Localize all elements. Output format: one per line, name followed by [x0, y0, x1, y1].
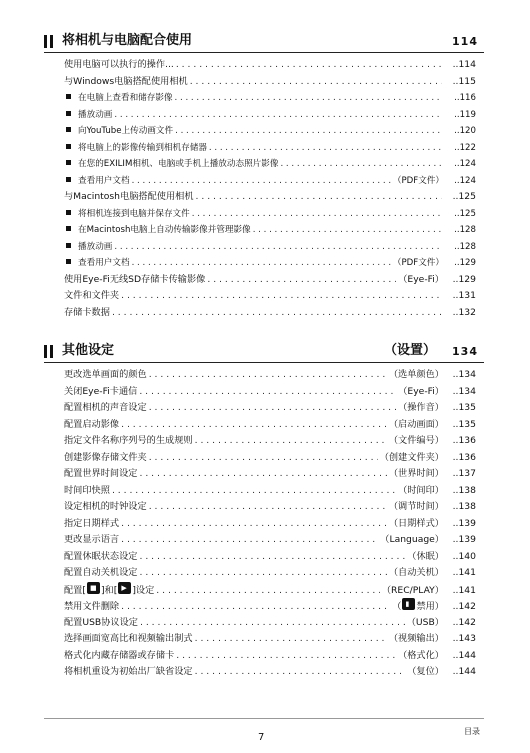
- entry-page: ..144: [452, 649, 476, 661]
- entry-page: ..125: [452, 191, 476, 202]
- toc-list-computer: [64, 57, 476, 321]
- toc-entry[interactable]: [64, 483, 476, 500]
- entry-note: （USB）: [406, 616, 444, 628]
- entry-label: 使用电脑可以执行的操作...: [64, 59, 174, 70]
- entry-page: ..144: [452, 666, 476, 677]
- entry-note-part: （: [392, 601, 402, 612]
- entry-label: 播放动画: [78, 109, 113, 120]
- entry-page: ..115: [452, 75, 476, 87]
- entry-page: ..114: [452, 59, 476, 70]
- section-title: 其他设定: [62, 343, 115, 358]
- entry-note: （格式化）: [398, 649, 444, 661]
- entry-label-part: 配置[: [64, 584, 86, 596]
- entry-page: ..139: [452, 517, 476, 529]
- dot-leader: [121, 516, 387, 533]
- footer-toc-link[interactable]: 目录: [464, 727, 480, 736]
- entry-note: （Eye-Fi）: [398, 385, 444, 397]
- entry-label: 更改显示语言: [64, 534, 120, 545]
- toc-entry[interactable]: [64, 400, 476, 417]
- entry-label-part: ]和[: [100, 584, 118, 596]
- toc-entry[interactable]: [64, 305, 476, 322]
- toc-entry[interactable]: [64, 648, 476, 665]
- toc-entry[interactable]: [64, 189, 476, 206]
- bullet-icon: [66, 210, 71, 215]
- section-page: 134: [452, 345, 478, 358]
- entry-label: 更改选单画面的颜色: [64, 369, 147, 380]
- entry-note: （Eye-Fi）: [398, 273, 444, 285]
- entry-label: 在电脑上查看和储存影像: [78, 93, 173, 103]
- dot-leader: [280, 156, 442, 173]
- entry-note: （选单颜色）: [388, 369, 444, 380]
- entry-note: （复位）: [407, 666, 444, 677]
- entry-page: ..134: [452, 369, 476, 380]
- entry-label: 查看用户文档: [78, 175, 130, 186]
- entry-label: 将电脑上的影像传输到相机存储器: [78, 142, 207, 153]
- entry-page: ..134: [452, 385, 476, 397]
- entry-page: ..122: [454, 142, 476, 153]
- dot-leader: [140, 615, 405, 632]
- section-marker-icon: [50, 345, 53, 358]
- entry-label: [64, 582, 154, 599]
- dot-leader: [156, 583, 380, 599]
- dot-leader: [192, 206, 442, 223]
- dot-leader: [253, 222, 442, 239]
- toc-entry[interactable]: [64, 123, 476, 140]
- entry-label: 选择画面宽高比和视频输出制式: [64, 633, 193, 644]
- entry-label: 配置USB协议设定: [64, 616, 138, 628]
- toc-entry[interactable]: [64, 532, 476, 549]
- entry-page: ..132: [452, 306, 476, 318]
- dot-leader: [196, 189, 442, 206]
- entry-label: 禁用文件删除: [64, 601, 120, 612]
- dot-leader: [149, 400, 396, 417]
- entry-note: （视频输出）: [388, 633, 444, 644]
- dot-leader: [176, 648, 396, 665]
- bullet-icon: [66, 226, 71, 231]
- dot-leader: [114, 107, 442, 124]
- entry-label: 创建影像存储文件夹: [64, 451, 147, 463]
- entry-page: ..135: [452, 402, 476, 413]
- toc-entry[interactable]: [64, 582, 476, 599]
- entry-label: 配置相机的声音设定: [64, 402, 147, 413]
- toc-list-settings: [64, 367, 476, 681]
- toc-entry[interactable]: [64, 57, 476, 74]
- entry-page: ..141: [452, 584, 476, 596]
- section-subtitle: （设置）: [383, 343, 436, 358]
- entry-note: （Language）: [380, 534, 444, 545]
- camera-icon: ■: [87, 582, 100, 594]
- toc-entry[interactable]: [64, 107, 476, 124]
- entry-page: ..138: [452, 484, 476, 496]
- entry-label: 在Macintosh电脑上自动传输影像并管理影像: [78, 225, 251, 235]
- entry-label: 将相机重设为初始出厂缺省设定: [64, 666, 193, 677]
- entry-note: （日期样式）: [388, 517, 444, 529]
- toc-entry[interactable]: [64, 90, 476, 107]
- toc-entry[interactable]: [64, 433, 476, 450]
- toc-entry[interactable]: [64, 156, 476, 173]
- dot-leader: [140, 565, 387, 582]
- dot-leader: [149, 499, 387, 516]
- entry-page: ..136: [452, 451, 476, 463]
- dot-leader: [121, 288, 442, 305]
- dot-leader: [132, 173, 391, 190]
- entry-page: ..129: [452, 273, 476, 285]
- entry-label: 指定日期样式: [64, 517, 120, 529]
- entry-note: （自动关机）: [388, 567, 444, 578]
- entry-label: 配置休眠状态设定: [64, 550, 138, 562]
- entry-label: 向YouTube上传动画文件: [78, 126, 174, 136]
- toc-entry[interactable]: [64, 272, 476, 289]
- entry-label: 设定相机的时钟设定: [64, 501, 147, 512]
- dot-leader: [112, 305, 442, 322]
- entry-note: （REC/PLAY）: [381, 584, 444, 596]
- section-page: 114: [452, 35, 478, 48]
- dot-leader: [112, 483, 396, 500]
- dot-leader: [139, 384, 396, 401]
- play-icon: ▶: [118, 582, 131, 594]
- entry-label: 配置启动影像: [64, 418, 120, 430]
- entry-page: ..139: [452, 534, 476, 545]
- section-title: 将相机与电脑配合使用: [62, 33, 193, 48]
- toc-entry[interactable]: [64, 565, 476, 582]
- toc-entry[interactable]: [64, 417, 476, 434]
- entry-label: 在您的EXILIM相机、电脑或手机上播放动态照片影像: [78, 159, 279, 169]
- toc-entry[interactable]: [64, 466, 476, 483]
- footer-page-number: 7: [258, 732, 265, 743]
- entry-label: 与Macintosh电脑搭配使用相机: [64, 191, 194, 202]
- toc-entry[interactable]: [64, 255, 476, 272]
- entry-label: 使用Eye-Fi无线SD存储卡传输影像: [64, 273, 206, 285]
- entry-page: ..116: [454, 93, 476, 103]
- entry-page: ..131: [452, 290, 476, 301]
- entry-label: 与Windows电脑搭配使用相机: [64, 75, 188, 87]
- entry-page: ..124: [454, 175, 476, 186]
- entry-note: （PDF文件）: [392, 258, 444, 268]
- entry-note: （操作音）: [398, 402, 444, 413]
- entry-page: ..119: [454, 109, 476, 120]
- dot-leader: [132, 255, 391, 272]
- bullet-icon: [66, 127, 71, 132]
- entry-page: ..128: [454, 225, 476, 235]
- dot-leader: [121, 532, 378, 549]
- footer-divider: [44, 718, 484, 719]
- entry-label: 配置自动关机设定: [64, 567, 138, 578]
- dot-leader: [114, 239, 442, 256]
- entry-label: 关闭Eye-Fi卡通信: [64, 385, 138, 397]
- toc-entry[interactable]: [64, 516, 476, 533]
- dot-leader: [149, 367, 387, 384]
- entry-label: 播放动画: [78, 241, 113, 252]
- toc-entry[interactable]: [64, 598, 476, 615]
- entry-page: ..142: [452, 616, 476, 628]
- toc-entry[interactable]: [64, 664, 476, 681]
- section-header-settings: [44, 342, 484, 363]
- dot-leader: [195, 433, 387, 450]
- entry-note: （世界时间）: [388, 468, 444, 479]
- toc-entry[interactable]: [64, 450, 476, 467]
- entry-note: （休眠）: [407, 550, 444, 562]
- dot-leader: [195, 631, 387, 648]
- entry-page: ..140: [452, 550, 476, 562]
- entry-label: 时间印快照: [64, 484, 110, 496]
- section-marker-icon: [50, 35, 53, 48]
- entry-label: 查看用户文档: [78, 258, 130, 268]
- toc-entry[interactable]: [64, 239, 476, 256]
- toc-entry[interactable]: [64, 631, 476, 648]
- dot-leader: [140, 549, 406, 566]
- bullet-icon: [66, 259, 71, 264]
- entry-page: ..143: [452, 633, 476, 644]
- entry-note: （启动画面）: [388, 418, 444, 430]
- entry-note: （PDF文件）: [392, 175, 444, 186]
- entry-note-part: 禁用）: [416, 601, 444, 612]
- section-marker-icon: [44, 345, 47, 358]
- entry-label: 存储卡数据: [64, 306, 110, 318]
- toc-entry[interactable]: [64, 384, 476, 401]
- entry-note: （时间印）: [398, 484, 444, 496]
- bullet-icon: [66, 111, 71, 116]
- dot-leader: [209, 140, 442, 157]
- entry-note: （调节时间）: [388, 501, 444, 512]
- dot-leader: [207, 272, 396, 289]
- entry-page: ..125: [454, 208, 476, 219]
- entry-label: 将相机连接到电脑并保存文件: [78, 208, 190, 219]
- dot-leader: [195, 664, 406, 681]
- entry-label: 配置世界时间设定: [64, 468, 138, 479]
- section-header-computer: [44, 32, 484, 53]
- dot-leader: [190, 74, 442, 91]
- entry-label: 指定文件名称序列号的生成规则: [64, 435, 193, 446]
- toc-entry[interactable]: [64, 499, 476, 516]
- entry-page: ..136: [452, 435, 476, 446]
- toc-entry[interactable]: [64, 206, 476, 223]
- dot-leader: [121, 417, 387, 434]
- entry-page: ..137: [452, 468, 476, 479]
- entry-label: 文件和文件夹: [64, 290, 120, 301]
- entry-page: ..138: [452, 501, 476, 512]
- section-marker-icon: [44, 35, 47, 48]
- entry-label: 格式化内藏存储器或存储卡: [64, 649, 175, 661]
- dot-leader: [121, 599, 390, 615]
- toc-entry[interactable]: [64, 140, 476, 157]
- entry-label-part: ]设定: [132, 584, 155, 596]
- entry-page: ..120: [454, 126, 476, 136]
- entry-page: ..142: [452, 601, 476, 612]
- toc-entry[interactable]: [64, 615, 476, 632]
- toc-entry[interactable]: [64, 367, 476, 384]
- bullet-icon: [66, 94, 71, 99]
- trash-icon: ▮: [402, 598, 415, 610]
- entry-page: ..124: [454, 159, 476, 169]
- entry-note: （文件编号）: [388, 435, 444, 446]
- dot-leader: [175, 90, 442, 107]
- toc-entry[interactable]: [64, 173, 476, 190]
- bullet-icon: [66, 177, 71, 182]
- bullet-icon: [66, 160, 71, 165]
- dot-leader: [175, 123, 442, 140]
- toc-entry[interactable]: [64, 288, 476, 305]
- dot-leader: [149, 450, 378, 467]
- entry-page: ..129: [454, 258, 476, 268]
- toc-entry[interactable]: [64, 222, 476, 239]
- dot-leader: [176, 57, 442, 74]
- dot-leader: [140, 466, 387, 483]
- bullet-icon: [66, 243, 71, 248]
- entry-page: ..128: [454, 241, 476, 252]
- bullet-icon: [66, 144, 71, 149]
- entry-note: [392, 598, 444, 615]
- entry-page: ..141: [452, 567, 476, 578]
- entry-page: ..135: [452, 418, 476, 430]
- toc-entry[interactable]: [64, 74, 476, 91]
- entry-note: （创建文件夹）: [379, 451, 444, 463]
- toc-entry[interactable]: [64, 549, 476, 566]
